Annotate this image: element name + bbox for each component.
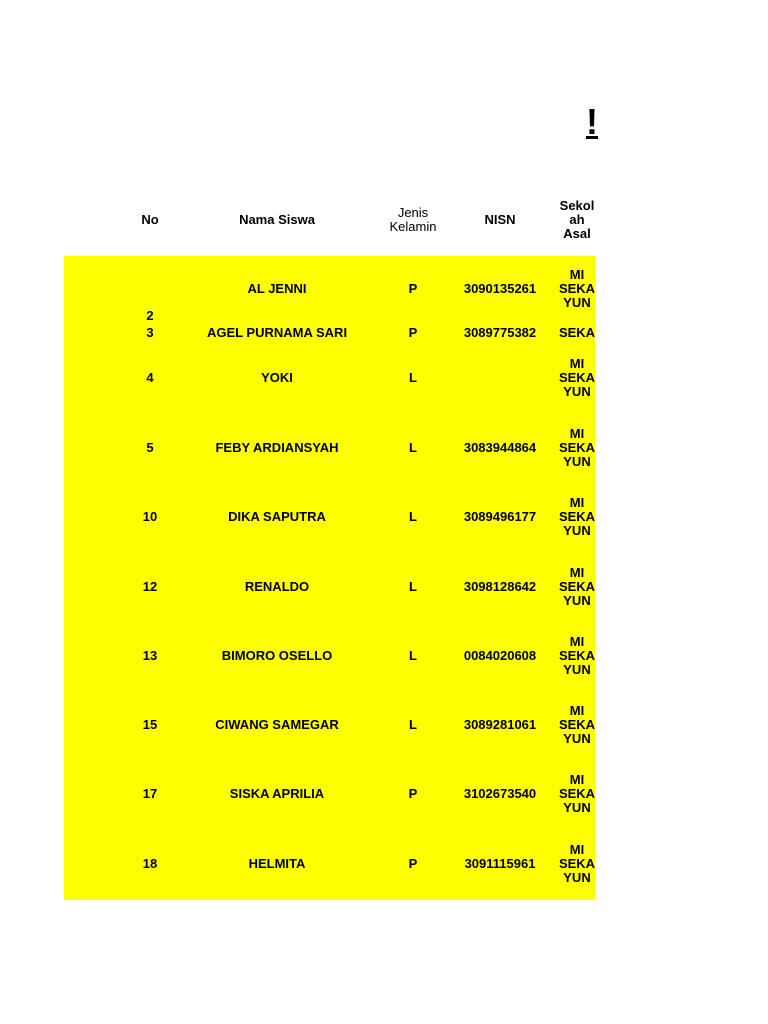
cell-sekolah-asal <box>557 773 597 815</box>
cell-jenis-kelamin: L <box>409 579 417 594</box>
sekolah-line: SEKA <box>558 440 596 455</box>
sekolah-line: MI <box>569 427 585 441</box>
cell-sekolah-asal <box>557 566 597 608</box>
cell-jenis-kelamin: P <box>408 856 418 871</box>
cell-jenis-kelamin: L <box>409 509 417 524</box>
cell-jenis-kelamin: P <box>408 325 418 340</box>
header-sekolah-line-2: ah <box>569 212 585 227</box>
page-mark: ! <box>586 101 598 142</box>
cell-nama-siswa: BIMORO OSELLO <box>221 648 333 663</box>
cell-nisn: 3089496177 <box>463 509 537 524</box>
sekolah-line: MI <box>569 496 585 510</box>
sekolah-line: MI <box>569 635 585 649</box>
cell-nama-siswa: RENALDO <box>244 579 310 594</box>
header-jenis-line-2: Kelamin <box>389 219 437 234</box>
sekolah-line: SEKA <box>558 579 596 594</box>
cell-nisn: 0084020608 <box>463 648 537 663</box>
cell-nisn: 3089281061 <box>463 717 537 732</box>
sekolah-line: YUN <box>563 870 591 885</box>
cell-nisn: 3091115961 <box>464 856 536 871</box>
sekolah-line: YUN <box>563 662 591 677</box>
cell-no: 10 <box>142 509 158 524</box>
cell-sekolah-asal <box>557 427 597 469</box>
header-sekolah-line-1: Sekol <box>559 198 595 213</box>
cell-sekolah-asal <box>557 357 597 399</box>
cell-nama-siswa: SISKA APRILIA <box>229 786 325 801</box>
cell-no: 15 <box>142 717 158 732</box>
cell-no: 17 <box>142 786 158 801</box>
cell-nisn: 3089775382 <box>463 325 537 340</box>
sekolah-line: YUN <box>563 295 591 310</box>
sekolah-line: MI <box>569 773 585 787</box>
cell-nama-siswa: CIWANG SAMEGAR <box>215 717 339 732</box>
cell-sekolah-asal <box>557 635 597 677</box>
sekolah-line: YUN <box>563 800 591 815</box>
cell-sekolah-asal <box>557 326 597 340</box>
sekolah-line: SEKA <box>558 281 596 296</box>
cell-nama-siswa: DIKA SAPUTRA <box>228 509 326 524</box>
cell-nisn: 3102673540 <box>463 786 537 801</box>
sekolah-line: YUN <box>563 384 591 399</box>
sekolah-line: SEKA <box>558 370 596 385</box>
cell-nama-siswa: AL JENNI <box>247 281 307 296</box>
cell-nisn: 3083944864 <box>463 440 537 455</box>
cell-no: 12 <box>142 579 158 594</box>
sekolah-line: YUN <box>563 523 591 538</box>
sekolah-line: MI <box>569 843 585 857</box>
cell-jenis-kelamin: L <box>409 370 417 385</box>
sekolah-line: YUN <box>563 454 591 469</box>
cell-no: 18 <box>142 856 158 871</box>
sekolah-line: MI <box>569 566 585 580</box>
cell-sekolah-asal <box>557 496 597 538</box>
cell-jenis-kelamin: P <box>408 281 418 296</box>
highlighted-student-block <box>64 256 595 899</box>
header-sekolah-line-3: Asal <box>563 226 591 241</box>
sekolah-line: SEKA <box>558 326 596 340</box>
cell-nama-siswa: FEBY ARDIANSYAH <box>215 440 339 455</box>
header-no: No <box>141 212 159 227</box>
cell-nama-siswa: AGEL PURNAMA SARI <box>206 325 348 340</box>
cell-nisn: 3090135261 <box>463 281 537 296</box>
header-nisn: NISN <box>484 212 516 227</box>
header-jenis-kelamin <box>378 206 448 234</box>
sekolah-line: MI <box>569 268 585 282</box>
cell-jenis-kelamin: L <box>409 717 417 732</box>
sekolah-line: SEKA <box>558 786 596 801</box>
sekolah-line: YUN <box>563 731 591 746</box>
cell-no: 5 <box>146 440 154 455</box>
header-jenis-line-1: Jenis <box>397 205 429 220</box>
cell-jenis-kelamin: P <box>408 786 418 801</box>
sekolah-line: SEKA <box>558 509 596 524</box>
cell-sekolah-asal <box>557 704 597 746</box>
cell-jenis-kelamin: L <box>409 648 417 663</box>
cell-no: 4 <box>146 370 154 385</box>
cell-no: 13 <box>142 648 158 663</box>
cell-nisn: 3098128642 <box>463 579 537 594</box>
cell-nama-siswa: YOKI <box>261 370 293 385</box>
sekolah-line: MI <box>569 357 585 371</box>
cell-nama-siswa: HELMITA <box>248 856 306 871</box>
sekolah-line: SEKA <box>558 856 596 871</box>
sekolah-line: YUN <box>563 593 591 608</box>
cell-jenis-kelamin: L <box>409 440 417 455</box>
sekolah-line: MI <box>569 704 585 718</box>
cell-sekolah-asal <box>557 843 597 885</box>
header-sekolah-asal <box>557 199 597 241</box>
sekolah-line: SEKA <box>558 648 596 663</box>
cell-no: 3 <box>146 325 154 340</box>
sekolah-line: SEKA <box>558 717 596 732</box>
cell-sekolah-asal <box>557 268 597 310</box>
cell-no: 2 <box>146 308 154 323</box>
header-nama-siswa: Nama Siswa <box>239 212 315 227</box>
